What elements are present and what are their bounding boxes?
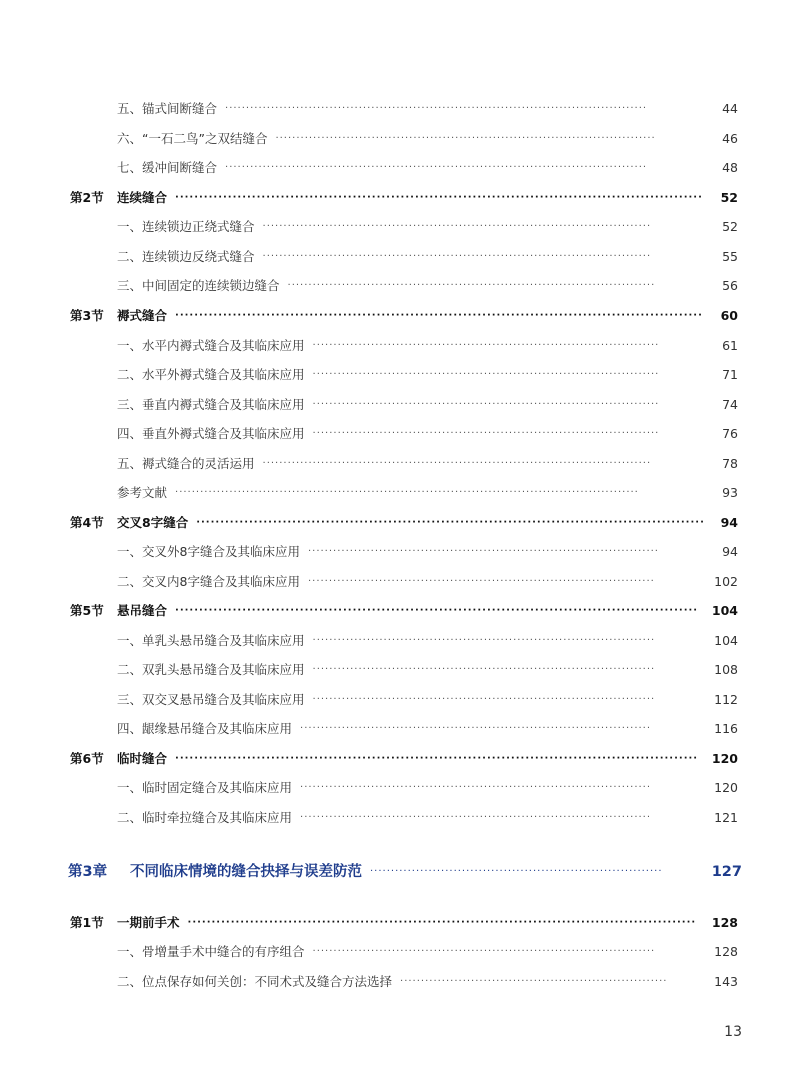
toc-item <box>0 777 800 799</box>
dot-leader: ··················································································· <box>312 340 660 351</box>
item-title: 七、缓冲间断缝合 <box>117 160 218 175</box>
toc-item <box>0 941 800 963</box>
toc-item <box>0 482 800 504</box>
item-title: 二、交叉内8字缝合及其临床应用 <box>117 574 300 589</box>
item-page: 94 <box>722 544 738 559</box>
item-page: 46 <box>722 131 738 146</box>
dot-leader: ······································································ <box>370 866 663 877</box>
item-page: 55 <box>722 249 738 264</box>
item-page: 56 <box>722 278 738 293</box>
toc-item <box>0 98 800 120</box>
chapter-title: 不同临床情境的缝合抉择与误差防范 <box>130 864 362 880</box>
section-title: 一期前手术 <box>117 915 180 930</box>
dot-leader: ··················································································· <box>312 428 660 439</box>
item-title: 五、褥式缝合的灵活运用 <box>117 456 255 471</box>
section-page: 104 <box>711 603 738 618</box>
toc-item <box>0 275 800 297</box>
item-page: 121 <box>714 810 738 825</box>
toc-section <box>0 512 800 534</box>
item-page: 78 <box>722 456 738 471</box>
section-number: 第6节 <box>70 751 104 766</box>
chapter-page: 127 <box>711 864 742 880</box>
item-page: 102 <box>714 574 738 589</box>
toc-item <box>0 659 800 681</box>
toc-item <box>0 689 800 711</box>
dot-leader: ····································································································· <box>225 162 648 173</box>
item-title: 一、单乳头悬吊缝合及其临床应用 <box>117 633 305 648</box>
dot-leader: ··························································································· <box>275 133 656 144</box>
item-title: 二、双乳头悬吊缝合及其临床应用 <box>117 662 305 677</box>
item-title: 一、水平内褥式缝合及其临床应用 <box>117 338 305 353</box>
item-page: 76 <box>722 426 738 441</box>
dot-leader: ····························································································· <box>262 458 652 469</box>
dot-leader: ············································································································· <box>175 753 699 764</box>
dot-leader: ·············································································································· <box>175 192 703 203</box>
item-title: 三、垂直内褥式缝合及其临床应用 <box>117 397 305 412</box>
section-title: 临时缝合 <box>117 751 168 766</box>
section-number: 第5节 <box>70 603 104 618</box>
dot-leader: ····························································································· <box>262 221 652 232</box>
item-page: 104 <box>714 633 738 648</box>
toc-section <box>0 305 800 327</box>
item-title: 六、“一石二鸟”之双结缝合 <box>117 131 268 146</box>
item-title: 二、位点保存如何关创：不同术式及缝合方法选择 <box>117 974 393 989</box>
toc-item <box>0 364 800 386</box>
dot-leader: ···················································································· <box>300 782 652 793</box>
item-title: 一、连续锁边正绕式缝合 <box>117 219 255 234</box>
item-title: 三、中间固定的连续锁边缝合 <box>117 278 280 293</box>
item-title: 四、垂直外褥式缝合及其临床应用 <box>117 426 305 441</box>
item-title: 四、龈缘悬吊缝合及其临床应用 <box>117 721 293 736</box>
item-page: 120 <box>714 780 738 795</box>
toc-item <box>0 423 800 445</box>
dot-leader: ····································································································· <box>225 103 648 114</box>
section-number: 第4节 <box>70 515 104 530</box>
item-page: 74 <box>722 397 738 412</box>
toc-section <box>0 187 800 209</box>
item-page: 143 <box>714 974 738 989</box>
toc-section <box>0 600 800 622</box>
dot-leader: ··················································································· <box>312 399 660 410</box>
item-title: 五、锚式间断缝合 <box>117 101 218 116</box>
dot-leader: ·················································································· <box>312 946 656 957</box>
dot-leader: ·········································································································· <box>196 517 705 528</box>
section-page: 120 <box>711 751 738 766</box>
item-title: 二、水平外褥式缝合及其临床应用 <box>117 367 305 382</box>
item-page: 112 <box>714 692 738 707</box>
toc-item <box>0 128 800 150</box>
dot-leader: ··················································································· <box>307 576 655 587</box>
section-number: 第2节 <box>70 190 104 205</box>
item-page: 44 <box>722 101 738 116</box>
dot-leader: ···················································································· <box>307 546 659 557</box>
toc-item <box>0 807 800 829</box>
item-page: 52 <box>722 219 738 234</box>
dot-leader: ··············································································································· <box>175 487 639 498</box>
item-page: 93 <box>722 485 738 500</box>
dot-leader: ············································································································· <box>175 605 699 616</box>
dot-leader: ···················································································· <box>300 723 652 734</box>
dot-leader: ·············································································································· <box>175 310 703 321</box>
dot-leader: ·················································································· <box>312 694 656 705</box>
toc-item <box>0 157 800 179</box>
dot-leader: ····························································································· <box>262 251 652 262</box>
toc-item <box>0 630 800 652</box>
item-title: 参考文献 <box>117 485 168 500</box>
section-title: 交叉8字缝合 <box>117 515 189 530</box>
toc-item <box>0 718 800 740</box>
page-number: 13 <box>724 1024 742 1040</box>
toc-item <box>0 394 800 416</box>
dot-leader: ··················································································· <box>312 369 660 380</box>
toc-item <box>0 246 800 268</box>
section-page: 52 <box>720 190 738 205</box>
chapter-number: 第3章 <box>68 864 108 880</box>
item-title: 三、双交叉悬吊缝合及其临床应用 <box>117 692 305 707</box>
item-page: 48 <box>722 160 738 175</box>
section-page: 60 <box>720 308 738 323</box>
toc-section <box>0 912 800 934</box>
dot-leader: ···················································································· <box>300 812 652 823</box>
toc-item <box>0 571 800 593</box>
toc-item <box>0 216 800 238</box>
toc-item <box>0 453 800 475</box>
dot-leader: ·················································································· <box>312 635 656 646</box>
item-title: 一、骨增量手术中缝合的有序组合 <box>117 944 305 959</box>
item-title: 二、连续锁边反绕式缝合 <box>117 249 255 264</box>
dot-leader: ·········································································································· <box>187 917 697 928</box>
section-title: 悬吊缝合 <box>117 603 168 618</box>
section-title: 褥式缝合 <box>117 308 168 323</box>
dot-leader: ·················································································· <box>312 664 656 675</box>
item-page: 61 <box>722 338 738 353</box>
section-page: 94 <box>720 515 738 530</box>
item-page: 71 <box>722 367 738 382</box>
toc-item <box>0 335 800 357</box>
item-page: 108 <box>714 662 738 677</box>
toc-section <box>0 748 800 770</box>
section-number: 第3节 <box>70 308 104 323</box>
item-page: 116 <box>714 721 738 736</box>
toc-chapter <box>0 859 800 885</box>
item-title: 一、临时固定缝合及其临床应用 <box>117 780 293 795</box>
toc-item <box>0 971 800 993</box>
dot-leader: ························································································ <box>287 280 656 291</box>
toc-item <box>0 541 800 563</box>
section-number: 第1节 <box>70 915 104 930</box>
item-page: 128 <box>714 944 738 959</box>
section-title: 连续缝合 <box>117 190 168 205</box>
item-title: 二、临时牵拉缝合及其临床应用 <box>117 810 293 825</box>
dot-leader: ································································ <box>400 976 668 987</box>
section-page: 128 <box>711 915 738 930</box>
item-title: 一、交叉外8字缝合及其临床应用 <box>117 544 300 559</box>
